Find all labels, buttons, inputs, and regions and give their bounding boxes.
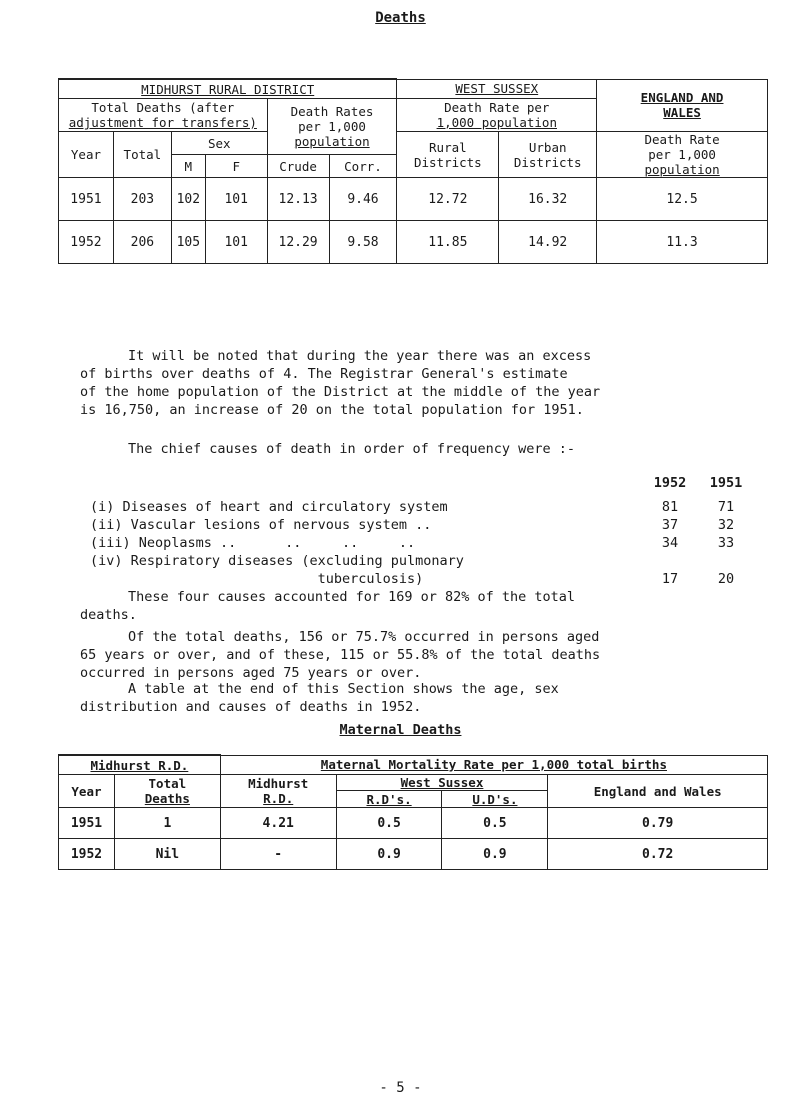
- header-f: F: [205, 155, 267, 178]
- header-west-sussex: West Sussex: [336, 775, 548, 791]
- header-death-rates: Death Rates per 1,000 population: [267, 99, 397, 155]
- header-uds: U.D's.: [442, 791, 548, 808]
- maternal-deaths-title: Maternal Deaths: [339, 722, 462, 738]
- header-m: M: [171, 155, 205, 178]
- list-item: tuberculosis) 17 20: [90, 571, 735, 587]
- header-rural: Rural Districts: [397, 132, 499, 178]
- group-header-midhurst: MIDHURST RURAL DISTRICT: [59, 79, 397, 99]
- table-row: 1952 206 105 101 12.29 9.58 11.85 14.92 11.3: [59, 221, 768, 264]
- header-rds: R.D's.: [336, 791, 442, 808]
- header-corr: Corr.: [329, 155, 397, 178]
- list-item: (i) Diseases of heart and circulatory system 81 71: [90, 499, 735, 515]
- header-urban: Urban Districts: [499, 132, 597, 178]
- table-row: 1952 Nil - 0.9 0.9 0.72: [59, 839, 768, 870]
- causes-year-1952: 1952: [653, 475, 687, 491]
- header-total-deaths: Total Deaths (after adjustment for transfers): [59, 99, 268, 132]
- header-year: Year: [59, 132, 114, 178]
- page-number: - 5 -: [379, 1080, 422, 1096]
- table-row: 1951 1 4.21 0.5 0.5 0.79: [59, 808, 768, 839]
- death-rates-table: [58, 78, 768, 264]
- header-sex: Sex: [171, 132, 267, 155]
- causes-year-1951: 1951: [709, 475, 743, 491]
- header-midhurst-rd: Midhurst R.D.: [59, 755, 221, 775]
- paragraph-four-causes: These four causes accounted for 169 or 82% of the total deaths.: [80, 589, 576, 623]
- header-total: Total: [113, 132, 171, 178]
- header-ws-rate: Death Rate per 1,000 population: [397, 99, 597, 132]
- header-midhurst: Midhurst R.D.: [220, 775, 336, 808]
- header-england-wales: England and Wales: [548, 775, 768, 808]
- list-item: (iv) Respiratory diseases (excluding pulmonary: [90, 553, 464, 569]
- list-item: (iii) Neoplasms .. .. .. .. 34 33: [90, 535, 735, 551]
- header-mm-rate: Maternal Mortality Rate per 1,000 total births: [220, 755, 767, 775]
- table-row: 1951 203 102 101 12.13 9.46 12.72 16.32 12.5: [59, 178, 768, 221]
- maternal-deaths-table: [58, 754, 768, 870]
- group-header-west-sussex: WEST SUSSEX: [397, 79, 597, 99]
- header-crude: Crude: [267, 155, 329, 178]
- paragraph-age-sex: A table at the end of this Section shows the age, sex distribution and causes of deaths in 1952.: [80, 681, 559, 715]
- page-title: Deaths: [375, 10, 426, 26]
- header-ew-rate: Death Rate per 1,000 population: [597, 132, 768, 178]
- paragraph-births-excess: It will be noted that during the year there was an excess of births over deaths of 4. The Registrar General's estimate of the home population of the District at the middle of the year is 16,750, an increase of 20 on the total population for 1951.: [80, 348, 601, 418]
- causes-list: [90, 475, 770, 589]
- header-year: Year: [59, 775, 115, 808]
- paragraph-age-deaths: Of the total deaths, 156 or 75.7% occurred in persons aged 65 years or over, and of these, 115 or 55.8% of the total deaths occurred in persons aged 75 years or over.: [80, 629, 601, 681]
- list-item: (ii) Vascular lesions of nervous system .. 37 32: [90, 517, 735, 533]
- causes-intro: The chief causes of death in order of frequency were :-: [128, 441, 576, 457]
- header-total-deaths: Total Deaths: [114, 775, 220, 808]
- group-header-england-wales: ENGLAND AND WALES: [597, 79, 768, 132]
